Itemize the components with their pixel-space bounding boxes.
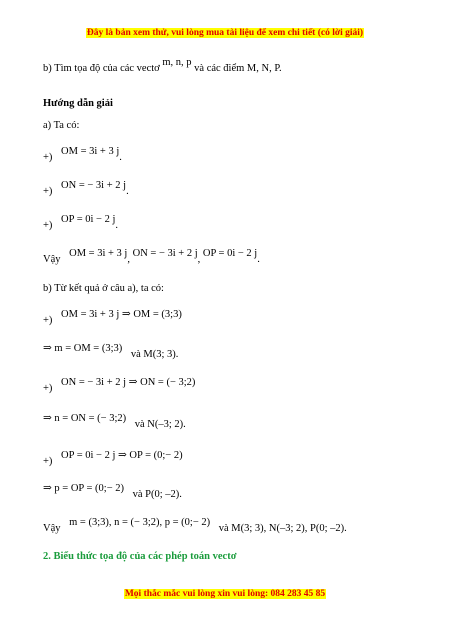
preview-banner: Đây là bản xem thử, vui lòng mua tài liệu để xem chi tiết (có lời giải) xyxy=(86,28,364,38)
question-b-line: b) Tìm tọa độ của các vectơ m, n, p và các điểm M, N, P. xyxy=(43,57,282,74)
part-a-intro: a) Ta có: xyxy=(43,120,80,131)
on-expression: +) ON = − 3i + 2 j. xyxy=(43,180,129,197)
vector-p-result: ⇒ p = OP = (0;− 2) và P(0; –2). xyxy=(43,483,182,500)
contact-banner: Mọi thắc mắc vui lòng xin vui lòng: 084 283 45 85 xyxy=(124,589,326,599)
op-expression: +) OP = 0i − 2 j. xyxy=(43,214,119,231)
summary-b: Vậy m = (3;3), n = (− 3;2), p = (0;− 2) và M(3; 3), N(–3; 2), P(0; –2). xyxy=(43,517,347,534)
solution-heading: Hướng dẫn giải xyxy=(43,98,113,109)
op-coordinates: +) OP = 0i − 2 j ⇒ OP = (0;− 2) xyxy=(43,450,183,467)
part-b-intro: b) Từ kết quả ở câu a), ta có: xyxy=(43,283,164,294)
vector-n-result: ⇒ n = ON = (− 3;2) và N(–3; 2). xyxy=(43,413,186,430)
vector-names: m, n, p xyxy=(162,57,192,68)
summary-a: Vậy OM = 3i + 3 j, ON = − 3i + 2 j, OP = 0i − 2 j. xyxy=(43,248,260,265)
om-coordinates: +) OM = 3i + 3 j ⇒ OM = (3;3) xyxy=(43,309,182,326)
on-coordinates: +) ON = − 3i + 2 j ⇒ ON = (− 3;2) xyxy=(43,377,196,394)
section-heading: 2. Biểu thức tọa độ của các phép toán vectơ xyxy=(43,551,237,562)
vector-m-result: ⇒ m = OM = (3;3) và M(3; 3). xyxy=(43,343,179,360)
om-expression: +) OM = 3i + 3 j. xyxy=(43,146,122,163)
